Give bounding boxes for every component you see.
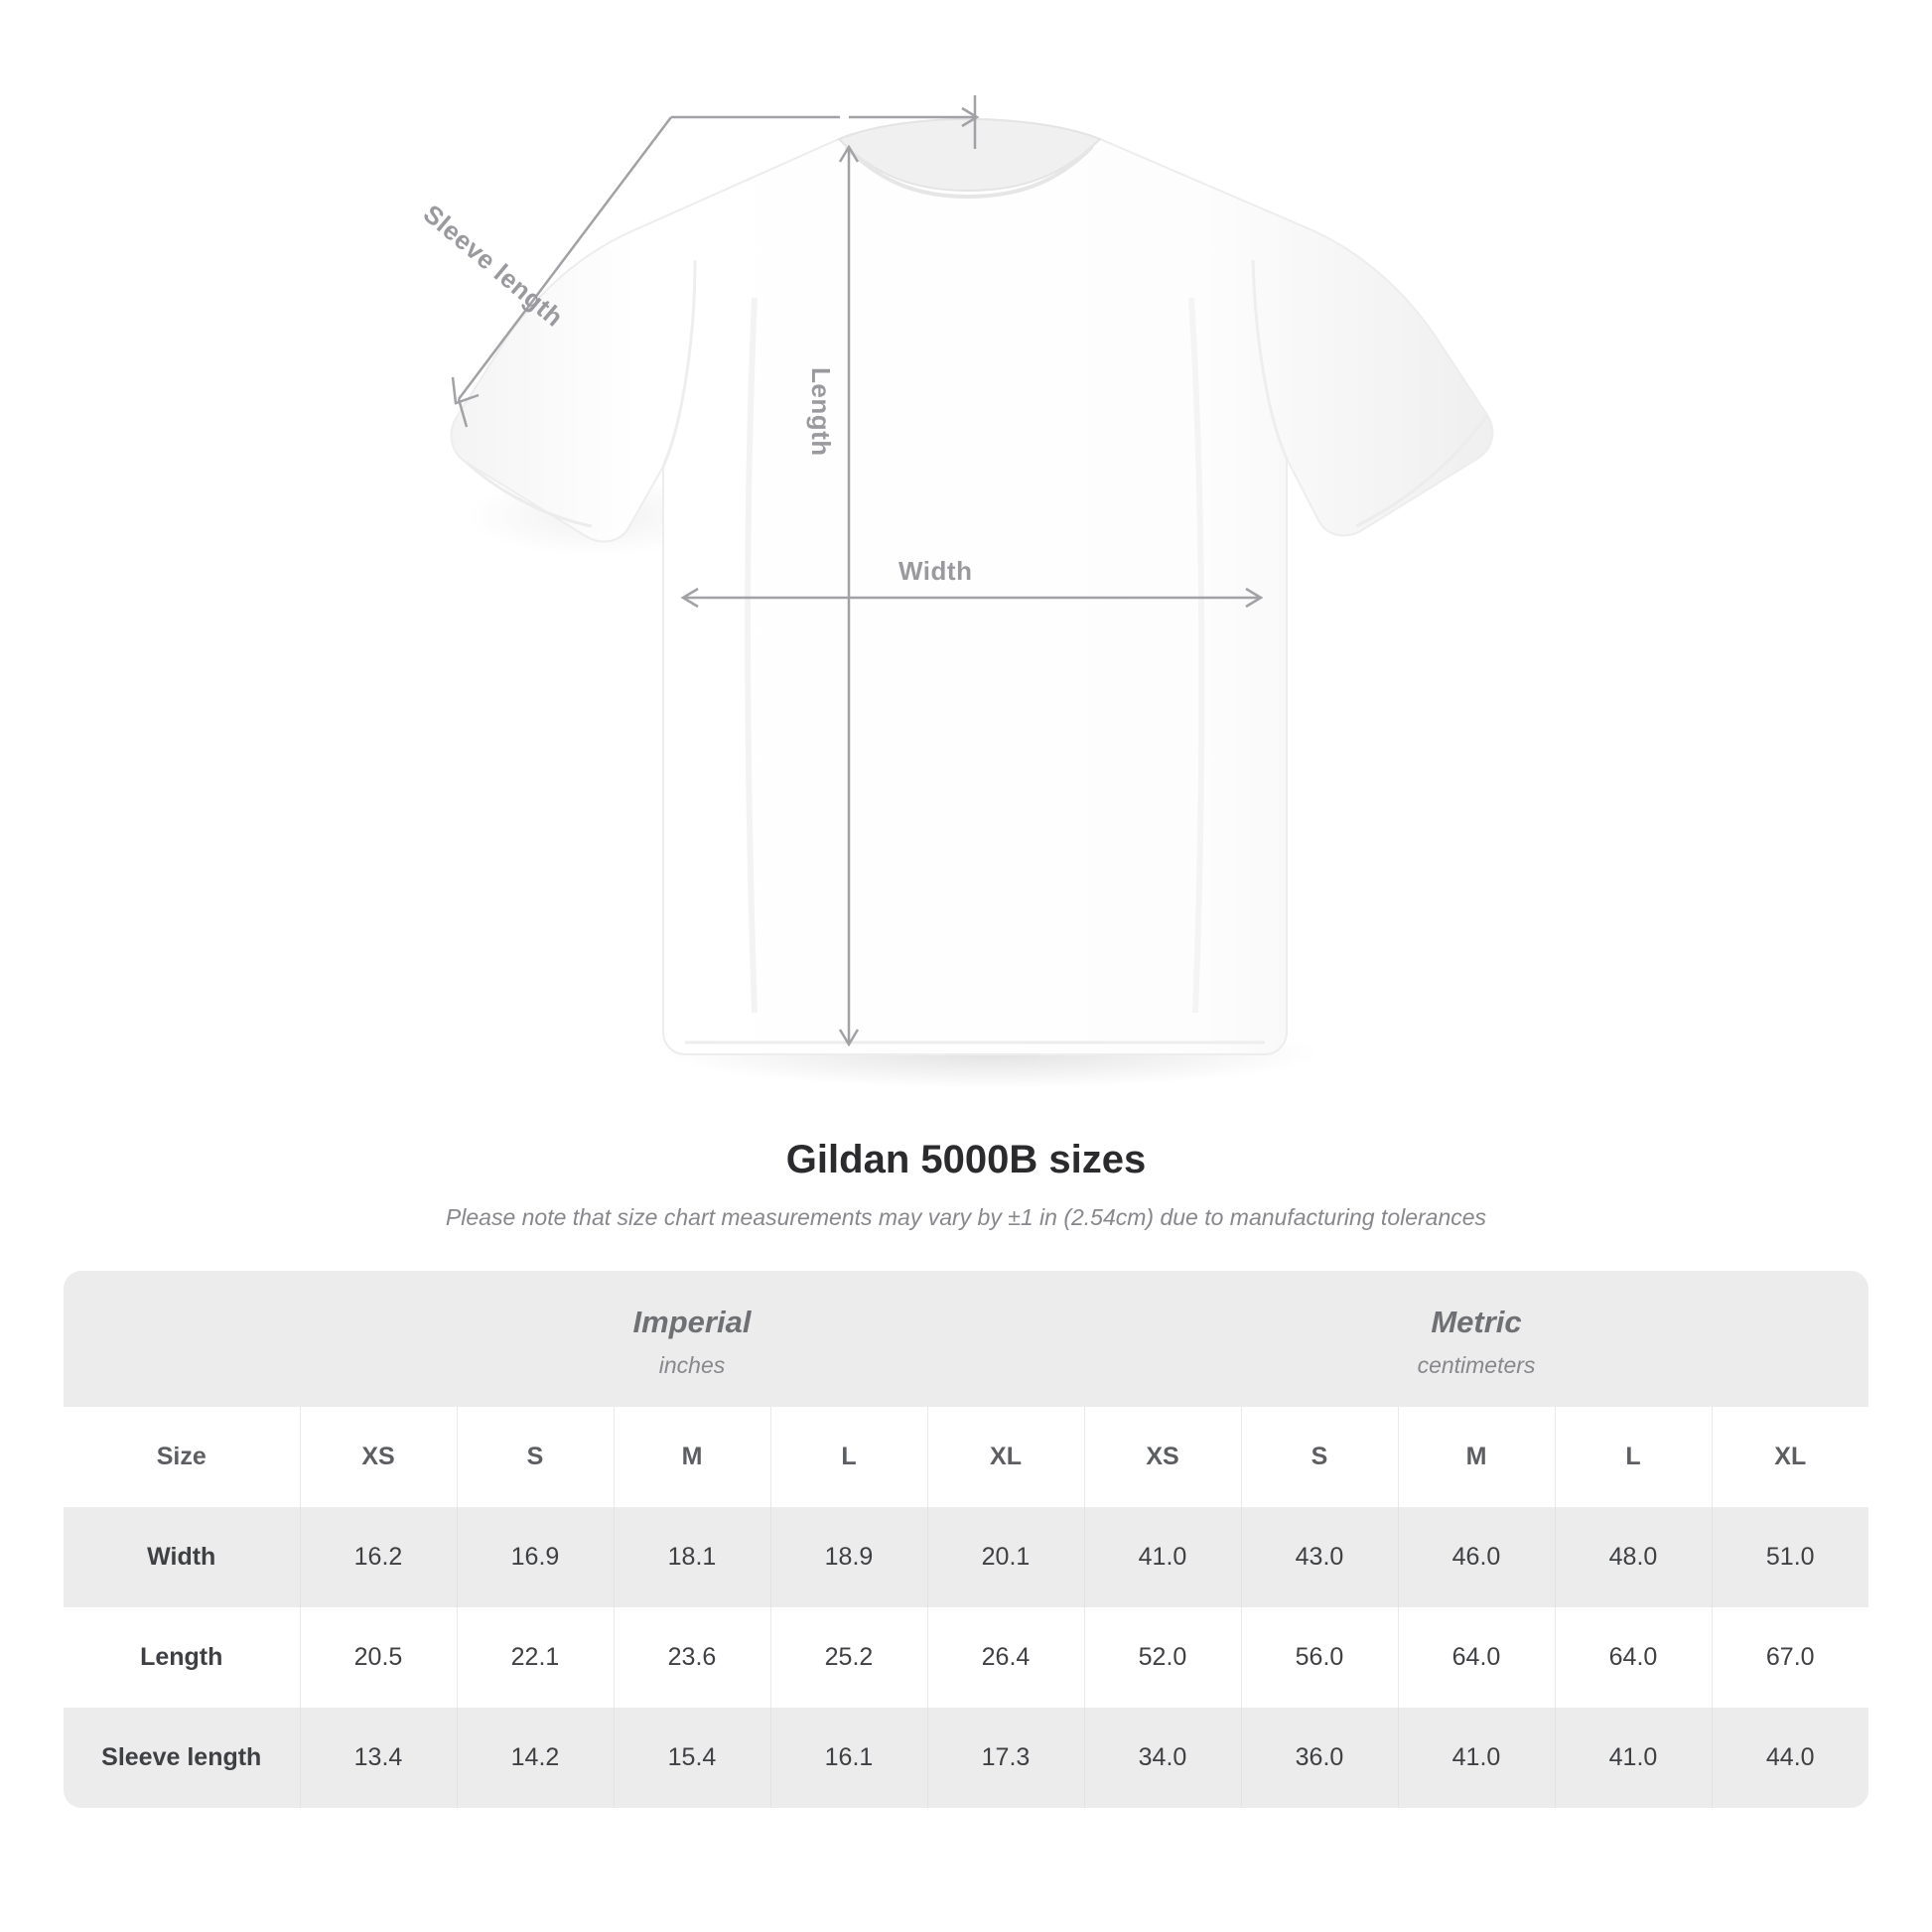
cell-width-metric-l: 48.0 (1555, 1507, 1712, 1607)
unit-group-metric-sub: centimeters (1417, 1352, 1536, 1378)
cell-length-metric-m: 64.0 (1398, 1607, 1555, 1708)
cell-width-imperial-xl: 20.1 (927, 1507, 1084, 1607)
header-col-metric-xl: XL (1712, 1407, 1868, 1507)
title-block (0, 1138, 1932, 1231)
cell-sleeve-metric-s: 36.0 (1241, 1708, 1398, 1808)
cell-width-imperial-l: 18.9 (770, 1507, 927, 1607)
cell-sleeve-imperial-l: 16.1 (770, 1708, 927, 1808)
cell-sleeve-imperial-xs: 13.4 (300, 1708, 457, 1808)
page-title: Gildan 5000B sizes (785, 1138, 1147, 1181)
column-header-row (64, 1407, 1868, 1507)
table-row (64, 1607, 1868, 1708)
cell-sleeve-metric-l: 41.0 (1555, 1708, 1712, 1808)
cell-sleeve-imperial-s: 14.2 (457, 1708, 614, 1808)
header-col-imperial-m: M (614, 1407, 770, 1507)
row-label-width: Width (64, 1507, 300, 1607)
header-col-imperial-xl: XL (927, 1407, 1084, 1507)
width-label: Width (898, 556, 973, 586)
cell-sleeve-metric-xs: 34.0 (1084, 1708, 1241, 1808)
cell-width-metric-xs: 41.0 (1084, 1507, 1241, 1607)
header-col-imperial-xs: XS (300, 1407, 457, 1507)
cell-width-metric-m: 46.0 (1398, 1507, 1555, 1607)
cell-width-metric-xl: 51.0 (1712, 1507, 1868, 1607)
unit-group-metric (1084, 1271, 1868, 1407)
size-table (64, 1271, 1868, 1808)
unit-group-imperial-sub: inches (658, 1352, 726, 1378)
cell-length-metric-xs: 52.0 (1084, 1607, 1241, 1708)
shirt-body (452, 119, 1493, 1054)
cell-sleeve-metric-m: 41.0 (1398, 1708, 1555, 1808)
row-label-length: Length (64, 1607, 300, 1708)
tolerance-note: Please note that size chart measurements may vary by ±1 in (2.54cm) due to manufacturing tolerances (445, 1204, 1487, 1230)
cell-length-imperial-m: 23.6 (614, 1607, 770, 1708)
header-col-imperial-l: L (770, 1407, 927, 1507)
unit-group-imperial-name: Imperial (632, 1305, 752, 1339)
cell-sleeve-imperial-m: 15.4 (614, 1708, 770, 1808)
header-col-imperial-s: S (457, 1407, 614, 1507)
header-col-metric-xs: XS (1084, 1407, 1241, 1507)
cell-width-imperial-xs: 16.2 (300, 1507, 457, 1607)
unit-group-spacer (64, 1271, 300, 1407)
cell-length-metric-xl: 67.0 (1712, 1607, 1868, 1708)
cell-length-imperial-xs: 20.5 (300, 1607, 457, 1708)
unit-group-imperial (300, 1271, 1084, 1407)
cell-sleeve-metric-xl: 44.0 (1712, 1708, 1868, 1808)
cell-width-imperial-s: 16.9 (457, 1507, 614, 1607)
cell-length-metric-l: 64.0 (1555, 1607, 1712, 1708)
header-size: Size (64, 1407, 300, 1507)
length-label: Length (806, 367, 836, 457)
sleeve-length-label: Sleeve length (417, 199, 570, 333)
cell-length-metric-s: 56.0 (1241, 1607, 1398, 1708)
cell-length-imperial-xl: 26.4 (927, 1607, 1084, 1708)
cell-width-metric-s: 43.0 (1241, 1507, 1398, 1607)
header-col-metric-s: S (1241, 1407, 1398, 1507)
header-col-metric-m: M (1398, 1407, 1555, 1507)
header-col-metric-l: L (1555, 1407, 1712, 1507)
cell-length-imperial-l: 25.2 (770, 1607, 927, 1708)
row-label-sleeve-length: Sleeve length (64, 1708, 300, 1808)
cell-sleeve-imperial-xl: 17.3 (927, 1708, 1084, 1808)
unit-group-row (64, 1271, 1868, 1407)
table-row (64, 1708, 1868, 1808)
table-row (64, 1507, 1868, 1607)
size-table-wrapper (64, 1271, 1868, 1808)
cell-length-imperial-s: 22.1 (457, 1607, 614, 1708)
cell-width-imperial-m: 18.1 (614, 1507, 770, 1607)
unit-group-metric-name: Metric (1431, 1305, 1522, 1339)
